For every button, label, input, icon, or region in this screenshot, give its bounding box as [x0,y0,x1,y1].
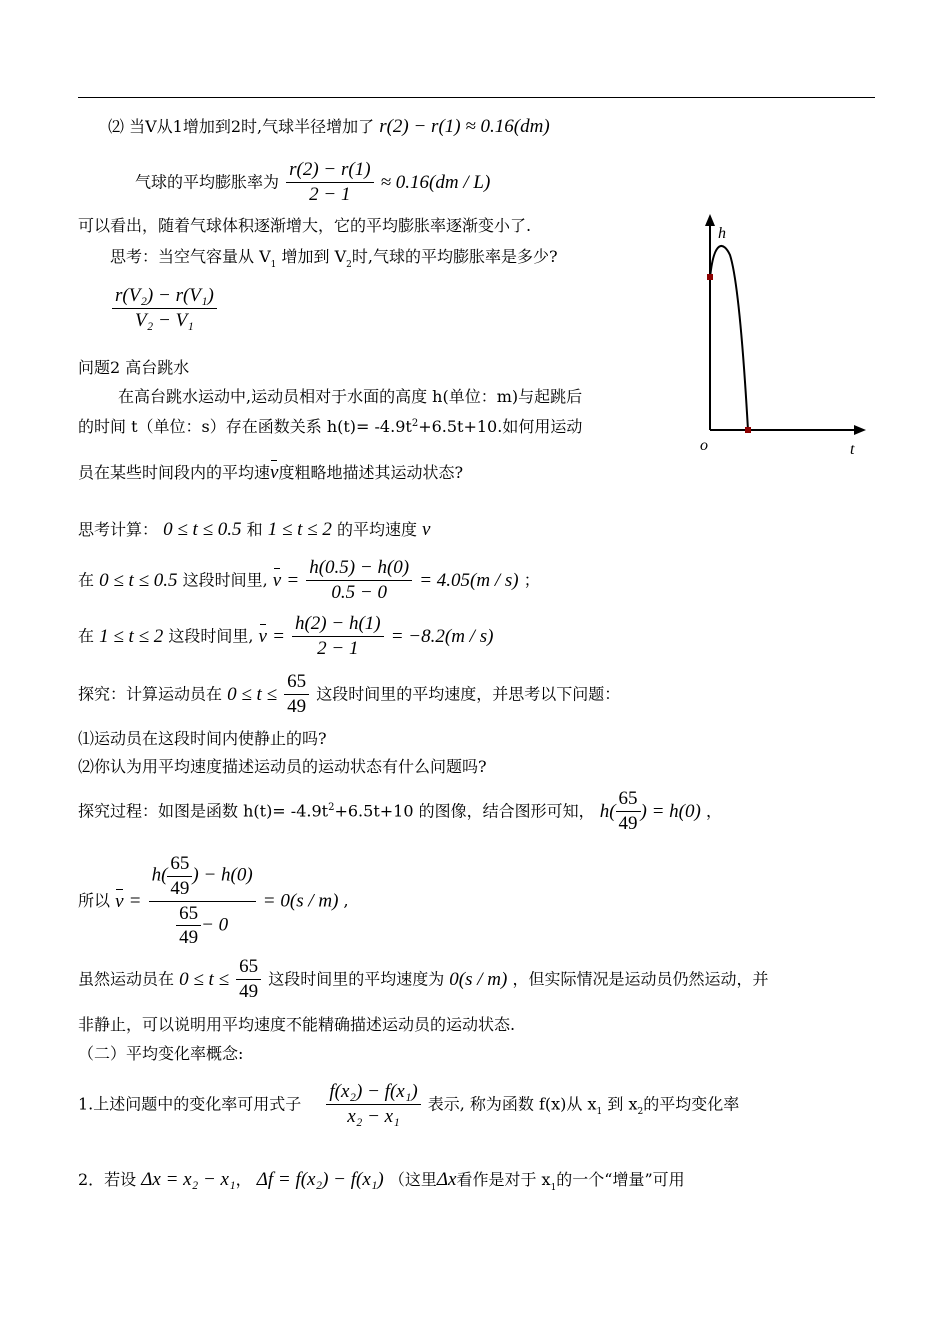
math-range-2: 1 ≤ t ≤ 2 [267,519,332,540]
heading-section-2: （二）平均变化率概念: [78,1044,244,1063]
in1-denominator: 0.5 − 0 [331,581,387,603]
math-rate-result: ≈ 0.16(dm / L) [380,171,491,193]
math-delta-f: Δf = f(x₂) − f(x₁) [256,1169,384,1190]
sub-v1: 1 [270,260,277,270]
so-den-65: 65 [176,902,201,927]
label-t: t [850,441,855,458]
math-v: v [422,519,431,540]
text-so-a: 所以 [78,891,111,910]
text-and: 和 [246,520,263,539]
text-in2-b: 这段时间里, [168,626,254,646]
text-def1-d: 的平均变化率 [643,1094,740,1114]
text-think-c: 时,气球的平均膨胀率是多少? [351,247,558,266]
math-r-increase: r(2) − r(1) ≈ 0.16(dm) [379,116,550,137]
text-explore-a: 探究：计算运动员在 [78,684,223,704]
frac-65: 65 [284,670,309,695]
heading-problem-2: 问题2 高台跳水 [78,358,190,377]
text-line-interval-2: 在 1 ≤ t ≤ 2 这段时间里, v = $\frac{h(2) - h(1)}{2 - 1}$ = −8.2(m / s) [78,613,494,659]
text-think-a: 思考：当空气容量从 V [110,247,271,266]
label-h: h [718,225,726,242]
text-in1-end: ； [523,570,540,590]
text-in1-b: 这段时间里, [182,570,268,590]
text-q2-p2a: 的时间 t（单位：s）存在函数关系 h(t)= -4.9t [78,417,412,436]
math-in1-range: 0 ≤ t ≤ 0.5 [99,569,178,591]
text-in1-a: 在 [78,570,95,590]
point-end [745,427,751,433]
text-def1-b: 表示, 称为函数 f(x)从 x [427,1094,597,1114]
text-def2-b: （这里 [388,1170,437,1189]
text-though-a: 虽然运动员在 [78,969,175,989]
text-line-calc [78,520,430,539]
fraction-so [149,852,256,950]
fraction-65-49-c [236,955,261,1004]
text-explore-b: 这段时间里的平均速度，并思考以下问题： [316,684,621,704]
fraction-in1 [306,556,412,605]
math-explore-range: 0 ≤ t ≤ [227,683,277,705]
text-though-c: ，但实际情况是运动员仍然运动，并 [512,969,769,989]
so-h: h( [151,864,168,886]
frac-49-b: 49 [618,812,638,834]
text-def2-d: 的一个“增量”可用 [556,1170,685,1189]
text-so-end: , [343,891,349,910]
text-though-b: 这段时间里的平均速度为 [268,969,445,989]
math-though-range: 0 ≤ t ≤ [179,968,229,990]
def1-denominator: x₂ − x₁ [347,1105,400,1127]
frac-49-c: 49 [239,980,259,1002]
sub-x1: 1 [596,1106,603,1117]
label-o: o [700,437,708,454]
math-vbar-1: v [272,569,282,591]
in2-numerator: h(2) − h(1) [292,612,384,637]
text-line-interval-1: 在 0 ≤ t ≤ 0.5 这段时间里, v = $\frac{h(0.5) - h(0)}{0.5 - 0}$ = 4.05(m / s) ； [78,557,540,603]
h-axis-arrow [705,214,715,226]
h-curve [710,246,748,430]
text-line-though [78,955,768,1004]
text-q2-p3 [78,463,463,482]
text-line-avg-rate [135,158,490,207]
math-vbar-3: v [115,890,124,912]
text-q2-p2 [78,419,582,435]
math-dx: Δx [436,1169,457,1190]
text-q2-p1: 在高台跳水运动中,运动员相对于水面的高度 h(单位：m)与起跳后 [118,387,583,406]
text-def1-a: 1.上述问题中的变化率可用式子 [78,1094,302,1114]
fraction-65-49 [284,670,309,719]
sup-square-2: 2 [328,801,335,813]
text-observe: 可以看出，随着气球体积逐渐增大，它的平均膨胀率逐渐变小了. [78,216,532,235]
sub-x1-b: 1 [550,1183,557,1193]
fraction-rate-2 [110,284,219,333]
frac1-denominator: 2 − 1 [309,183,351,205]
fraction-def1 [326,1080,420,1129]
in1-numerator: h(0.5) − h(0) [306,556,412,581]
text-q2-p2b: +6.5t+10.如何用运动 [418,417,583,436]
fraction-rate-1 [286,158,373,207]
text-def1-c: 到 x [607,1094,638,1114]
frac-49: 49 [287,695,307,717]
point-start [707,274,713,280]
so-49: 49 [170,877,190,899]
frac1-numerator: r(2) − r(1) [286,158,373,183]
math-range-1: 0 ≤ t ≤ 0.5 [163,519,242,540]
so-numerator [149,852,256,902]
so-den-tail: − 0 [201,914,229,936]
frac-65-b: 65 [616,787,641,812]
math-though-zero: 0(s / m) [449,968,508,990]
fraction-in2 [292,612,384,661]
text-line-process [78,787,722,836]
so-65: 65 [167,852,192,877]
text-calc-b: 的平均速度 [336,520,417,539]
frac-65-c: 65 [236,955,261,980]
height-time-graph [690,210,880,460]
math-vbar-2: v [258,625,267,647]
text-p2: ⑵ 当V从1增加到2时,气球半径增加了 [108,117,375,136]
text-calc-a: 思考计算： [78,520,159,539]
sup-square: 2 [411,418,419,429]
text-in2-a: 在 [78,626,95,646]
sub-x2: 2 [637,1106,644,1117]
text-though-d: 非静止，可以说明用平均速度不能精确描述运动员的运动状态. [78,1015,516,1034]
so-den-49: 49 [179,927,199,949]
text-line-so: 所以 v = h( $\frac{65}{49}$ ) − h(0) $\frac{65}{49}$ − 0 = 0(s / m) , [78,853,349,949]
in2-denominator: 2 − 1 [317,637,359,659]
math-in1-result: = 4.05(m / s) [419,569,519,591]
fraction-65-49-b [616,787,641,836]
text-think-b: 增加到 V [281,247,347,266]
math-in2-result: = −8.2(m / s) [390,625,494,647]
math-h-open: h( [599,800,616,822]
text-process-b: +6.5t+10 的图像，结合图形可知， [334,801,595,821]
text-def2-c: 看作是对于 x [456,1170,551,1189]
text-line-explore [78,670,620,719]
text-process-a: 探究过程：如图是函数 h(t)= -4.9t [78,801,329,821]
t-axis-arrow [854,425,866,435]
text-item-1: ⑴运动员在这段时间内使静止的吗? [78,729,327,748]
math-so-result: = 0(s / m) [262,890,339,912]
sub-v2: 2 [346,260,352,270]
math-delta-x: Δx = x₂ − x₁ [141,1169,236,1190]
text-avg-rate: 气球的平均膨胀率为 [135,172,280,192]
text-line-def1 [78,1080,739,1129]
text-q2-p3b: 度粗略地描述其运动状态? [278,463,464,482]
text-line-think [110,249,558,270]
math-in2-range: 1 ≤ t ≤ 2 [99,625,164,647]
frac2-numerator: r(V₂) − r(V₁) [112,284,217,309]
frac2-denominator: V₂ − V₁ [135,309,194,331]
header-rule [78,97,875,98]
math-v-bar: v [270,462,279,483]
text-line-p2 [108,117,550,136]
text-line-def2 [78,1170,685,1193]
text-def2-sep: ， [235,1170,252,1189]
text-process-end: ， [705,801,722,821]
so-num-tail: ) − h(0) [192,864,253,886]
def1-numerator: f(x₂) − f(x₁) [326,1080,420,1105]
so-denominator [149,902,256,951]
text-q2-p3a: 员在某些时间段内的平均速 [78,463,271,482]
math-process-eq: ) = h(0) [640,800,701,822]
text-def2-a: 2．若设 [78,1170,137,1189]
text-item-2: ⑵你认为用平均速度描述运动员的运动状态有什么问题吗? [78,757,487,776]
